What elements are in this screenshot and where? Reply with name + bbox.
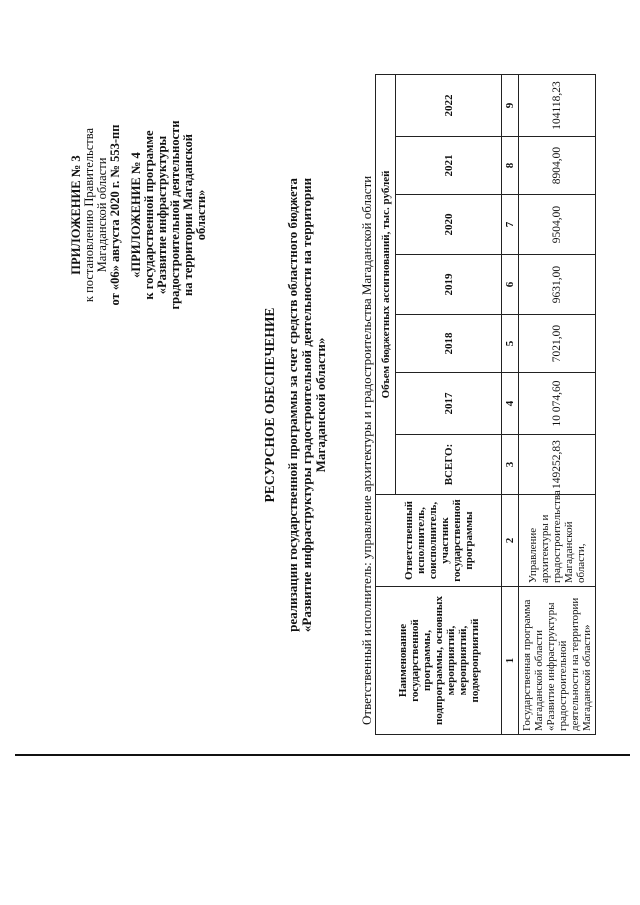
program-line: на территории Магаданской [181, 134, 195, 296]
year-value-cell: 9631,00 [519, 255, 596, 315]
column-number: 6 [502, 255, 519, 315]
responsible-executor-line: Ответственный исполнитель: управление архитектуры и градостроительства Магаданской области [359, 175, 374, 725]
col-executor-header: Ответственный исполнитель, соисполнитель, участник государственной программы [376, 495, 502, 587]
year-header: 2020 [396, 195, 502, 255]
horizontal-rule [15, 754, 630, 756]
col-program-name-header: Наименование государственной программы, подпрограммы, основных мероприятий, мероприятий, подмероприятий [376, 587, 502, 735]
program-line: градостроительной деятельности [168, 120, 182, 310]
program-name-cell: Государственная программа Магаданской области «Развитие инфраструктуры градостроительной деятельности на территории Магаданской области» [519, 587, 596, 735]
appendix-3-label: ПРИЛОЖЕНИЕ № 3 [69, 155, 83, 275]
column-number: 7 [502, 195, 519, 255]
title-main: РЕСУРСНОЕ ОБЕСПЕЧЕНИЕ [262, 307, 277, 503]
column-number: 4 [502, 373, 519, 435]
title-subline: «Развитие инфраструктуры градостроительной деятельности на территории [299, 177, 314, 633]
title-subline: Магаданской области» [313, 337, 328, 473]
column-number: 8 [502, 137, 519, 195]
year-value-cell: 10 074,60 [519, 373, 596, 435]
year-header: 2018 [396, 315, 502, 373]
table-row [519, 74, 596, 734]
column-number: 2 [502, 495, 519, 587]
rotated-landscape-sheet [69, 65, 593, 735]
executor-cell: Управление архитектуры и градостроительства Магаданской области, [519, 495, 596, 587]
total-value-cell: 149252,83 [519, 435, 596, 495]
decree-line: Магаданской области [95, 157, 109, 273]
title-subline: реализации государственной программы за счет средств областного бюджета [285, 178, 300, 632]
appendix-header [70, 95, 208, 335]
total-header: ВСЕГО: [396, 435, 502, 495]
year-header: 2019 [396, 255, 502, 315]
decree-line: к постановлению Правительства [82, 127, 96, 303]
year-header: 2022 [396, 74, 502, 136]
appendix-4-label: «ПРИЛОЖЕНИЕ № 4 [129, 152, 143, 278]
year-value-cell: 7021,00 [519, 315, 596, 373]
program-line: к государственной программе [142, 130, 156, 300]
year-value-cell: 9504,00 [519, 195, 596, 255]
program-line: «Развитие инфраструктуры [155, 135, 169, 295]
year-header: 2021 [396, 137, 502, 195]
column-number: 3 [502, 435, 519, 495]
program-line: области» [194, 189, 208, 241]
budget-volume-header: Объем бюджетных ассигнований, тыс. рублей [376, 74, 396, 494]
column-number: 5 [502, 315, 519, 373]
column-number: 1 [502, 587, 519, 735]
year-value-cell: 8904,00 [519, 137, 596, 195]
resource-table [375, 74, 596, 735]
year-value-cell: 104118,23 [519, 74, 596, 136]
decree-date: от «06» августа 2020 г. № 553-пп [108, 124, 122, 306]
year-header: 2017 [396, 373, 502, 435]
column-number: 9 [502, 74, 519, 136]
document-title [263, 85, 328, 725]
